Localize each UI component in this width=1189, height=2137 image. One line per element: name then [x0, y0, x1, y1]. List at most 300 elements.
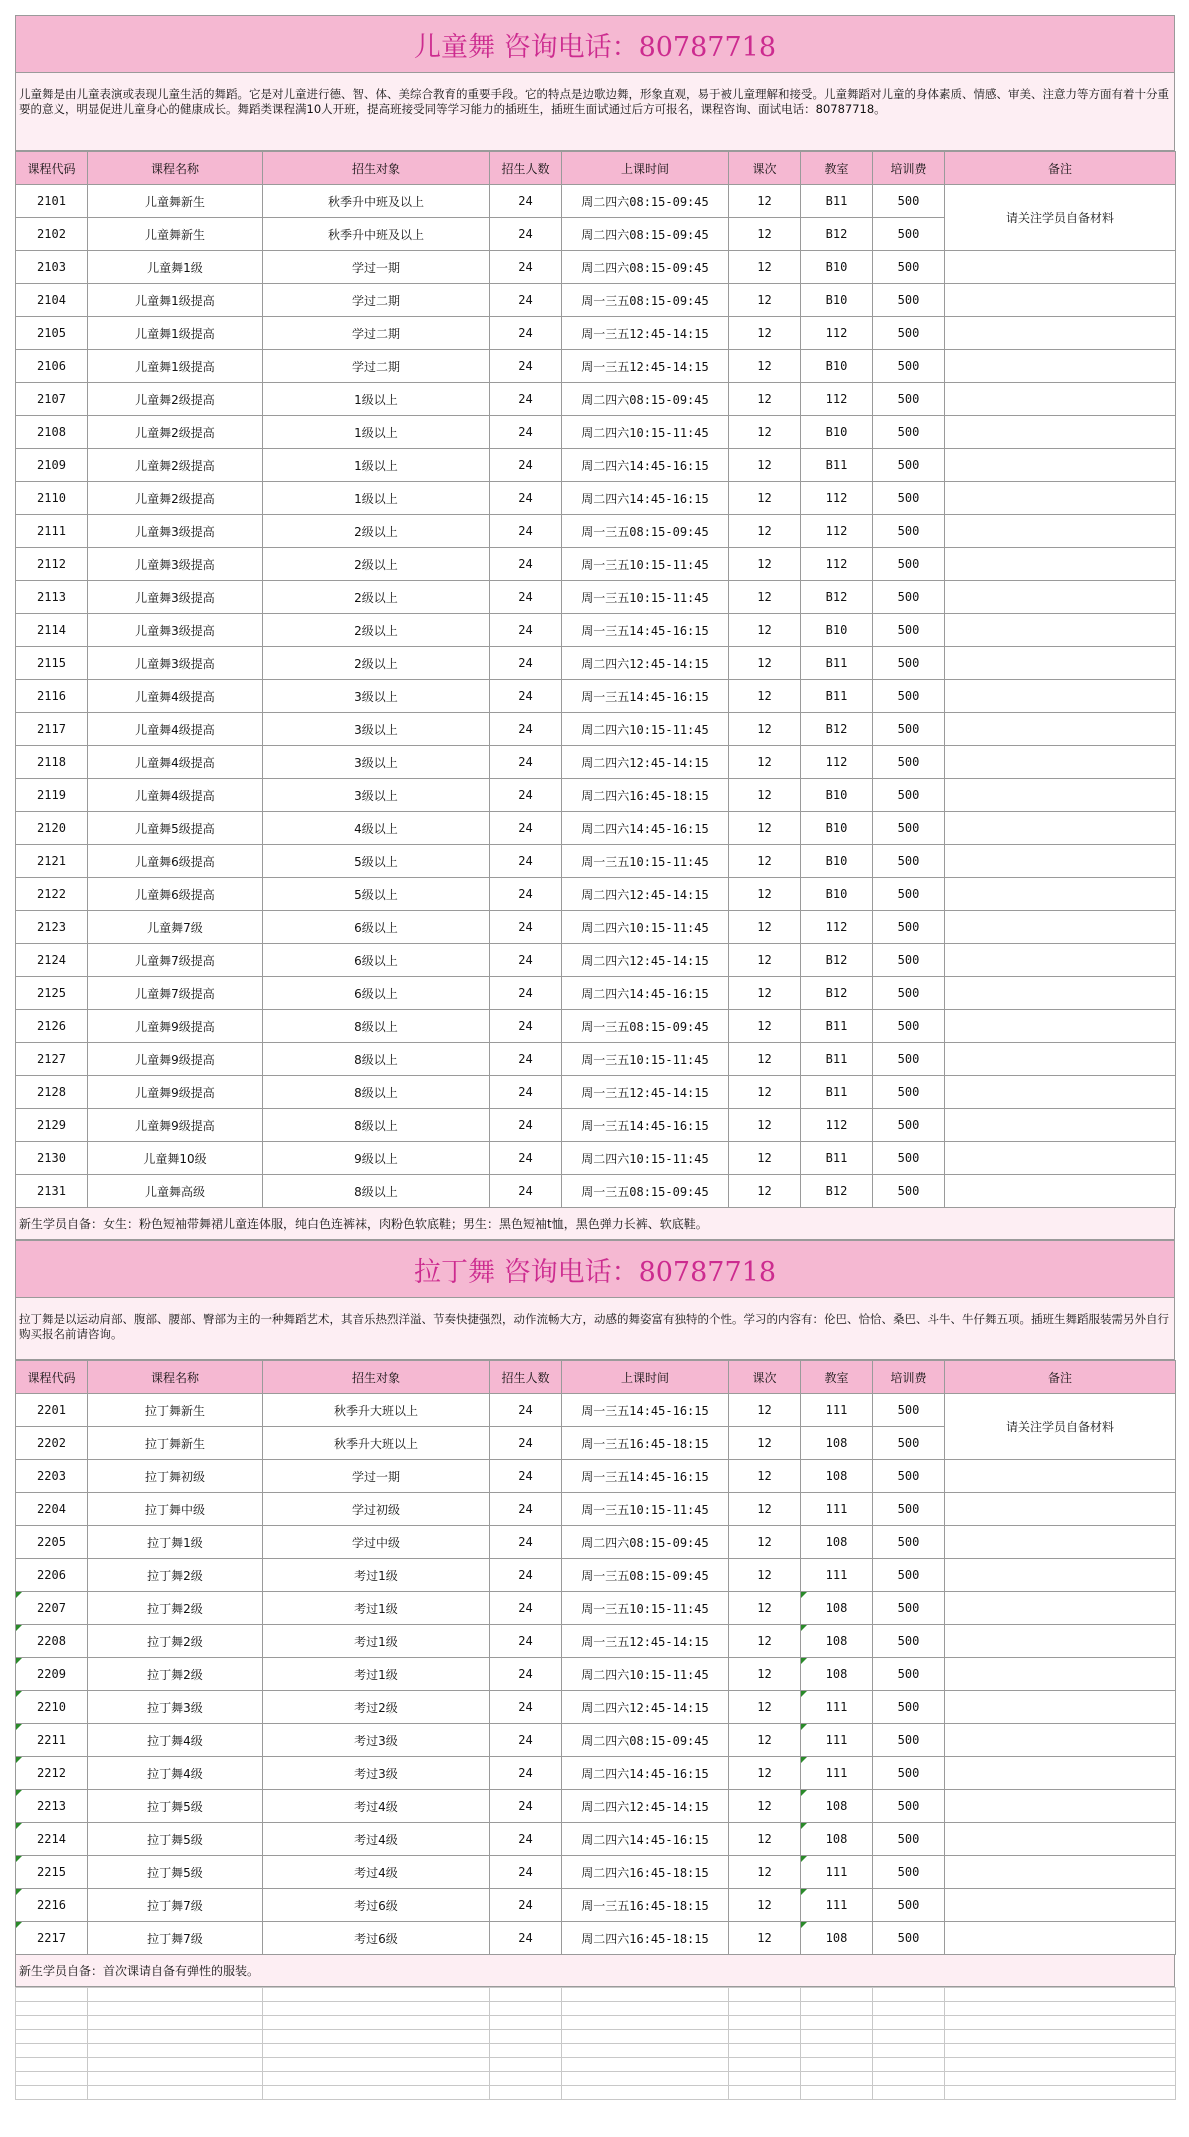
table-cell[interactable]: 儿童舞7级提高 [88, 944, 263, 977]
table-cell[interactable]: 500 [873, 1427, 945, 1460]
table-cell[interactable]: 112 [801, 317, 873, 350]
table-cell[interactable]: 500 [873, 1592, 945, 1625]
table-cell[interactable]: 2202 [16, 1427, 88, 1460]
table-cell[interactable]: 24 [490, 1394, 562, 1427]
table-cell[interactable]: 拉丁舞2级 [88, 1658, 263, 1691]
table-cell[interactable]: 儿童舞9级提高 [88, 1043, 263, 1076]
table-cell[interactable]: 周一三五16:45-18:15 [562, 1427, 729, 1460]
table-cell[interactable]: 500 [873, 1724, 945, 1757]
table-cell[interactable]: 12 [729, 251, 801, 284]
table-cell[interactable]: 2级以上 [263, 515, 490, 548]
table-cell[interactable] [945, 812, 1176, 845]
table-cell[interactable]: 24 [490, 1625, 562, 1658]
table-cell[interactable]: B11 [801, 1043, 873, 1076]
empty-cell[interactable] [729, 2086, 801, 2100]
table-cell[interactable]: 108 [801, 1790, 873, 1823]
table-cell[interactable]: B11 [801, 185, 873, 218]
table-cell[interactable]: 500 [873, 680, 945, 713]
table-cell[interactable]: 500 [873, 218, 945, 251]
table-cell[interactable]: 12 [729, 779, 801, 812]
table-cell[interactable]: 周二四六08:15-09:45 [562, 185, 729, 218]
table-cell[interactable]: 12 [729, 581, 801, 614]
table-cell[interactable]: 学过二期 [263, 317, 490, 350]
table-cell[interactable]: 2217 [16, 1922, 88, 1955]
table-cell[interactable]: 12 [729, 1625, 801, 1658]
table-cell[interactable]: 周一三五14:45-16:15 [562, 680, 729, 713]
empty-cell[interactable] [801, 2086, 873, 2100]
table-cell[interactable]: 500 [873, 1691, 945, 1724]
table-cell[interactable]: 500 [873, 944, 945, 977]
table-cell[interactable]: 考过4级 [263, 1790, 490, 1823]
table-cell[interactable]: 500 [873, 911, 945, 944]
table-cell[interactable]: 24 [490, 1592, 562, 1625]
table-cell[interactable]: 考过6级 [263, 1889, 490, 1922]
table-cell[interactable]: B10 [801, 350, 873, 383]
table-cell[interactable]: 儿童舞4级提高 [88, 779, 263, 812]
table-cell[interactable]: 3级以上 [263, 779, 490, 812]
table-cell[interactable]: 拉丁舞5级 [88, 1823, 263, 1856]
table-cell[interactable]: 500 [873, 1493, 945, 1526]
table-cell[interactable]: 12 [729, 548, 801, 581]
table-cell[interactable]: 112 [801, 482, 873, 515]
empty-cell[interactable] [16, 2030, 88, 2044]
table-cell[interactable]: 500 [873, 1559, 945, 1592]
table-cell[interactable]: 2101 [16, 185, 88, 218]
table-cell[interactable]: 拉丁舞4级 [88, 1724, 263, 1757]
empty-cell[interactable] [263, 2030, 490, 2044]
table-cell[interactable]: 24 [490, 251, 562, 284]
table-cell[interactable]: 儿童舞1级提高 [88, 284, 263, 317]
table-cell[interactable] [945, 1460, 1176, 1493]
table-cell[interactable]: 500 [873, 845, 945, 878]
table-cell[interactable]: 拉丁舞7级 [88, 1889, 263, 1922]
table-cell[interactable]: 12 [729, 647, 801, 680]
table-cell[interactable]: 周一三五12:45-14:15 [562, 317, 729, 350]
table-cell[interactable]: 12 [729, 1493, 801, 1526]
table-cell[interactable]: 2级以上 [263, 614, 490, 647]
table-cell[interactable]: 秋季升中班及以上 [263, 185, 490, 218]
table-cell[interactable]: 2214 [16, 1823, 88, 1856]
table-cell[interactable]: 12 [729, 1010, 801, 1043]
table-cell[interactable]: 12 [729, 1658, 801, 1691]
table-cell[interactable]: 3级以上 [263, 713, 490, 746]
table-cell[interactable]: 周一三五10:15-11:45 [562, 1592, 729, 1625]
empty-cell[interactable] [873, 2030, 945, 2044]
empty-cell[interactable] [945, 2030, 1176, 2044]
table-cell[interactable]: 周二四六10:15-11:45 [562, 416, 729, 449]
table-cell[interactable]: 2125 [16, 977, 88, 1010]
table-cell[interactable]: 12 [729, 1076, 801, 1109]
table-cell[interactable]: 500 [873, 581, 945, 614]
table-cell[interactable] [945, 251, 1176, 284]
table-cell[interactable]: 儿童舞9级提高 [88, 1076, 263, 1109]
empty-cell[interactable] [729, 1988, 801, 2002]
table-cell[interactable]: 500 [873, 383, 945, 416]
table-cell[interactable]: 24 [490, 1526, 562, 1559]
table-cell[interactable]: 500 [873, 977, 945, 1010]
table-cell[interactable]: 8级以上 [263, 1175, 490, 1208]
table-cell[interactable]: 108 [801, 1625, 873, 1658]
empty-cell[interactable] [490, 2072, 562, 2086]
empty-cell[interactable] [88, 2002, 263, 2016]
table-cell[interactable]: 24 [490, 1757, 562, 1790]
empty-cell[interactable] [945, 2002, 1176, 2016]
table-cell[interactable]: 周二四六08:15-09:45 [562, 218, 729, 251]
table-cell[interactable]: 2级以上 [263, 581, 490, 614]
empty-cell[interactable] [88, 2058, 263, 2072]
table-cell[interactable]: 儿童舞4级提高 [88, 680, 263, 713]
table-cell[interactable]: B11 [801, 1142, 873, 1175]
empty-cell[interactable] [16, 2016, 88, 2030]
table-cell[interactable]: 6级以上 [263, 977, 490, 1010]
empty-cell[interactable] [562, 1988, 729, 2002]
table-cell[interactable]: 周二四六14:45-16:15 [562, 1757, 729, 1790]
table-cell[interactable]: 周二四六12:45-14:15 [562, 1790, 729, 1823]
empty-cell[interactable] [873, 2058, 945, 2072]
empty-cell[interactable] [263, 2072, 490, 2086]
table-cell[interactable]: 12 [729, 1109, 801, 1142]
table-cell[interactable]: 2117 [16, 713, 88, 746]
table-cell[interactable]: 2211 [16, 1724, 88, 1757]
table-cell[interactable]: 周二四六10:15-11:45 [562, 911, 729, 944]
table-cell[interactable]: 2209 [16, 1658, 88, 1691]
table-cell[interactable]: 周一三五12:45-14:15 [562, 1625, 729, 1658]
table-cell[interactable]: 周二四六12:45-14:15 [562, 1691, 729, 1724]
table-cell[interactable]: 儿童舞9级提高 [88, 1010, 263, 1043]
table-cell[interactable]: 2129 [16, 1109, 88, 1142]
empty-cell[interactable] [801, 2030, 873, 2044]
empty-cell[interactable] [945, 2072, 1176, 2086]
table-cell[interactable]: 12 [729, 350, 801, 383]
table-cell[interactable]: 12 [729, 1691, 801, 1724]
table-cell[interactable]: 112 [801, 548, 873, 581]
table-cell[interactable] [945, 482, 1176, 515]
table-cell[interactable]: 12 [729, 1724, 801, 1757]
table-cell[interactable]: 2级以上 [263, 548, 490, 581]
table-cell[interactable]: 12 [729, 614, 801, 647]
empty-cell[interactable] [263, 2002, 490, 2016]
table-cell[interactable]: 周一三五10:15-11:45 [562, 1493, 729, 1526]
empty-cell[interactable] [88, 2016, 263, 2030]
table-cell[interactable]: 6级以上 [263, 911, 490, 944]
table-cell[interactable]: 2126 [16, 1010, 88, 1043]
table-cell[interactable] [945, 515, 1176, 548]
table-cell[interactable]: 2105 [16, 317, 88, 350]
empty-cell[interactable] [16, 2044, 88, 2058]
table-cell[interactable]: 周一三五08:15-09:45 [562, 515, 729, 548]
table-cell[interactable]: 24 [490, 911, 562, 944]
table-cell[interactable]: 儿童舞9级提高 [88, 1109, 263, 1142]
empty-cell[interactable] [801, 2072, 873, 2086]
table-cell[interactable]: 24 [490, 845, 562, 878]
empty-cell[interactable] [873, 2016, 945, 2030]
table-cell[interactable]: 24 [490, 1823, 562, 1856]
empty-cell[interactable] [490, 2016, 562, 2030]
table-cell[interactable]: 24 [490, 515, 562, 548]
table-cell[interactable]: 2120 [16, 812, 88, 845]
table-cell[interactable]: 500 [873, 1658, 945, 1691]
table-cell[interactable]: 2127 [16, 1043, 88, 1076]
table-cell[interactable]: 4级以上 [263, 812, 490, 845]
table-cell[interactable]: 24 [490, 713, 562, 746]
table-cell[interactable]: 24 [490, 185, 562, 218]
table-cell[interactable]: 拉丁舞2级 [88, 1559, 263, 1592]
empty-cell[interactable] [16, 2086, 88, 2100]
table-cell[interactable] [945, 581, 1176, 614]
table-cell[interactable]: 儿童舞1级 [88, 251, 263, 284]
table-cell[interactable] [945, 284, 1176, 317]
empty-cell[interactable] [16, 2072, 88, 2086]
table-cell[interactable]: 2206 [16, 1559, 88, 1592]
table-cell[interactable]: B11 [801, 1010, 873, 1043]
table-cell[interactable]: 12 [729, 911, 801, 944]
table-cell[interactable]: B10 [801, 614, 873, 647]
table-cell[interactable]: 108 [801, 1658, 873, 1691]
table-cell[interactable]: 24 [490, 1010, 562, 1043]
table-cell[interactable]: 周一三五12:45-14:15 [562, 350, 729, 383]
table-cell[interactable]: 500 [873, 416, 945, 449]
empty-cell[interactable] [562, 2016, 729, 2030]
table-cell[interactable] [945, 416, 1176, 449]
table-cell[interactable] [945, 1790, 1176, 1823]
table-cell[interactable]: 24 [490, 548, 562, 581]
empty-cell[interactable] [562, 2030, 729, 2044]
table-cell[interactable]: 12 [729, 1175, 801, 1208]
table-cell[interactable]: 周二四六12:45-14:15 [562, 878, 729, 911]
empty-cell[interactable] [562, 2044, 729, 2058]
table-cell[interactable]: 周二四六14:45-16:15 [562, 449, 729, 482]
empty-cell[interactable] [490, 1988, 562, 2002]
table-cell[interactable]: 周二四六16:45-18:15 [562, 1922, 729, 1955]
table-cell[interactable] [945, 1076, 1176, 1109]
table-cell[interactable]: 112 [801, 383, 873, 416]
table-cell[interactable]: 2128 [16, 1076, 88, 1109]
table-cell[interactable]: 周二四六16:45-18:15 [562, 779, 729, 812]
table-cell[interactable]: 周二四六08:15-09:45 [562, 1724, 729, 1757]
table-cell[interactable]: 1级以上 [263, 416, 490, 449]
table-cell[interactable]: 周二四六08:15-09:45 [562, 1526, 729, 1559]
empty-cell[interactable] [801, 2016, 873, 2030]
table-cell[interactable]: 拉丁舞4级 [88, 1757, 263, 1790]
table-cell[interactable]: 500 [873, 1394, 945, 1427]
table-cell[interactable]: 2106 [16, 350, 88, 383]
empty-cell[interactable] [16, 2058, 88, 2072]
empty-cell[interactable] [88, 1988, 263, 2002]
empty-cell[interactable] [945, 2058, 1176, 2072]
table-cell[interactable]: 112 [801, 746, 873, 779]
empty-cell[interactable] [490, 2030, 562, 2044]
table-cell[interactable]: 儿童舞2级提高 [88, 416, 263, 449]
table-cell[interactable] [945, 1043, 1176, 1076]
table-cell[interactable]: 12 [729, 185, 801, 218]
table-cell[interactable]: B12 [801, 713, 873, 746]
table-cell[interactable]: 500 [873, 1010, 945, 1043]
table-cell[interactable]: 112 [801, 911, 873, 944]
table-cell[interactable]: 儿童舞1级提高 [88, 350, 263, 383]
table-cell[interactable]: B10 [801, 284, 873, 317]
table-cell[interactable]: 2208 [16, 1625, 88, 1658]
table-cell[interactable] [945, 1757, 1176, 1790]
table-cell[interactable]: 111 [801, 1724, 873, 1757]
table-cell[interactable]: 24 [490, 449, 562, 482]
table-cell[interactable]: 108 [801, 1922, 873, 1955]
table-cell[interactable]: 周一三五14:45-16:15 [562, 614, 729, 647]
empty-cell[interactable] [16, 1988, 88, 2002]
empty-cell[interactable] [945, 2044, 1176, 2058]
empty-cell[interactable] [945, 2086, 1176, 2100]
table-cell[interactable]: 24 [490, 482, 562, 515]
table-cell[interactable]: 12 [729, 1790, 801, 1823]
table-cell[interactable] [945, 977, 1176, 1010]
table-cell[interactable]: B10 [801, 878, 873, 911]
table-cell[interactable]: 12 [729, 680, 801, 713]
empty-cell[interactable] [263, 2058, 490, 2072]
table-cell[interactable]: 周二四六12:45-14:15 [562, 647, 729, 680]
table-cell[interactable]: 12 [729, 1526, 801, 1559]
table-cell[interactable]: 拉丁舞新生 [88, 1394, 263, 1427]
table-cell[interactable] [945, 911, 1176, 944]
table-cell[interactable]: 周二四六16:45-18:15 [562, 1856, 729, 1889]
table-cell[interactable] [945, 614, 1176, 647]
table-cell[interactable]: 儿童舞4级提高 [88, 713, 263, 746]
table-cell[interactable]: 500 [873, 515, 945, 548]
table-cell[interactable]: B10 [801, 251, 873, 284]
table-cell[interactable]: 12 [729, 416, 801, 449]
table-cell[interactable]: 12 [729, 878, 801, 911]
table-cell[interactable]: 500 [873, 1823, 945, 1856]
table-cell[interactable]: 周二四六14:45-16:15 [562, 1823, 729, 1856]
table-cell[interactable]: 500 [873, 350, 945, 383]
table-cell[interactable]: 12 [729, 1559, 801, 1592]
table-cell[interactable] [945, 1724, 1176, 1757]
table-cell[interactable]: 24 [490, 1691, 562, 1724]
table-cell[interactable]: 2210 [16, 1691, 88, 1724]
table-cell[interactable]: 2124 [16, 944, 88, 977]
table-cell[interactable]: 24 [490, 383, 562, 416]
table-cell[interactable]: 500 [873, 1142, 945, 1175]
table-cell[interactable]: 111 [801, 1394, 873, 1427]
table-cell[interactable]: 24 [490, 1889, 562, 1922]
table-cell[interactable] [945, 779, 1176, 812]
table-cell[interactable] [945, 449, 1176, 482]
empty-cell[interactable] [873, 2002, 945, 2016]
empty-cell[interactable] [729, 2044, 801, 2058]
table-cell[interactable]: 1级以上 [263, 482, 490, 515]
table-cell[interactable]: 12 [729, 1757, 801, 1790]
table-cell[interactable]: B10 [801, 812, 873, 845]
table-cell[interactable]: 2104 [16, 284, 88, 317]
table-cell[interactable]: 111 [801, 1889, 873, 1922]
table-cell[interactable]: 500 [873, 812, 945, 845]
table-cell[interactable]: 12 [729, 284, 801, 317]
table-cell[interactable]: 24 [490, 614, 562, 647]
table-cell[interactable]: 儿童舞6级提高 [88, 845, 263, 878]
table-cell[interactable]: 儿童舞2级提高 [88, 383, 263, 416]
table-cell[interactable]: 500 [873, 185, 945, 218]
table-cell[interactable]: 2112 [16, 548, 88, 581]
table-cell[interactable]: 12 [729, 746, 801, 779]
table-cell[interactable] [945, 878, 1176, 911]
table-cell[interactable] [945, 1856, 1176, 1889]
table-cell[interactable]: B12 [801, 944, 873, 977]
table-cell[interactable]: 2116 [16, 680, 88, 713]
table-cell[interactable] [945, 383, 1176, 416]
table-cell[interactable] [945, 1493, 1176, 1526]
table-cell[interactable]: 24 [490, 1658, 562, 1691]
table-cell[interactable]: 24 [490, 284, 562, 317]
table-cell[interactable]: 500 [873, 482, 945, 515]
table-cell[interactable]: 500 [873, 1889, 945, 1922]
table-cell[interactable]: 儿童舞2级提高 [88, 449, 263, 482]
table-cell[interactable]: 12 [729, 1922, 801, 1955]
table-cell[interactable]: B11 [801, 680, 873, 713]
table-cell[interactable]: 周一三五14:45-16:15 [562, 1109, 729, 1142]
table-cell[interactable]: 儿童舞1级提高 [88, 317, 263, 350]
table-cell[interactable]: 2205 [16, 1526, 88, 1559]
table-cell[interactable]: B10 [801, 779, 873, 812]
note-cell[interactable]: 请关注学员自备材料 [945, 1394, 1176, 1460]
table-cell[interactable]: 111 [801, 1757, 873, 1790]
table-cell[interactable]: 拉丁舞初级 [88, 1460, 263, 1493]
table-cell[interactable]: 拉丁舞5级 [88, 1856, 263, 1889]
table-cell[interactable]: 24 [490, 1076, 562, 1109]
table-cell[interactable]: 学过中级 [263, 1526, 490, 1559]
table-cell[interactable]: 周一三五08:15-09:45 [562, 284, 729, 317]
empty-cell[interactable] [801, 2044, 873, 2058]
empty-cell[interactable] [801, 2058, 873, 2072]
table-cell[interactable] [945, 350, 1176, 383]
table-cell[interactable]: 2215 [16, 1856, 88, 1889]
table-cell[interactable]: 2114 [16, 614, 88, 647]
table-cell[interactable]: 12 [729, 449, 801, 482]
table-cell[interactable]: 12 [729, 812, 801, 845]
table-cell[interactable]: 儿童舞7级提高 [88, 977, 263, 1010]
table-cell[interactable] [945, 680, 1176, 713]
table-cell[interactable]: 周二四六08:15-09:45 [562, 251, 729, 284]
table-cell[interactable]: 12 [729, 515, 801, 548]
table-cell[interactable]: 2123 [16, 911, 88, 944]
table-cell[interactable]: 秋季升大班以上 [263, 1427, 490, 1460]
table-cell[interactable]: 12 [729, 1823, 801, 1856]
table-cell[interactable]: 500 [873, 1076, 945, 1109]
table-cell[interactable]: 111 [801, 1856, 873, 1889]
empty-cell[interactable] [490, 2044, 562, 2058]
table-cell[interactable] [945, 713, 1176, 746]
table-cell[interactable]: 学过二期 [263, 350, 490, 383]
table-cell[interactable]: 考过3级 [263, 1724, 490, 1757]
table-cell[interactable]: 12 [729, 218, 801, 251]
table-cell[interactable]: 112 [801, 515, 873, 548]
table-cell[interactable]: 500 [873, 1757, 945, 1790]
table-cell[interactable]: 儿童舞3级提高 [88, 614, 263, 647]
table-cell[interactable]: 12 [729, 482, 801, 515]
table-cell[interactable]: 500 [873, 317, 945, 350]
table-cell[interactable]: 儿童舞新生 [88, 185, 263, 218]
table-cell[interactable]: 12 [729, 1142, 801, 1175]
table-cell[interactable]: 2103 [16, 251, 88, 284]
table-cell[interactable]: 24 [490, 1922, 562, 1955]
table-cell[interactable]: 12 [729, 1427, 801, 1460]
empty-cell[interactable] [490, 2002, 562, 2016]
table-cell[interactable]: 周一三五08:15-09:45 [562, 1559, 729, 1592]
table-cell[interactable]: 5级以上 [263, 845, 490, 878]
table-cell[interactable]: 12 [729, 944, 801, 977]
table-cell[interactable]: 学过二期 [263, 284, 490, 317]
table-cell[interactable]: 2207 [16, 1592, 88, 1625]
table-cell[interactable]: 500 [873, 548, 945, 581]
table-cell[interactable]: 500 [873, 1856, 945, 1889]
table-cell[interactable]: 500 [873, 1175, 945, 1208]
